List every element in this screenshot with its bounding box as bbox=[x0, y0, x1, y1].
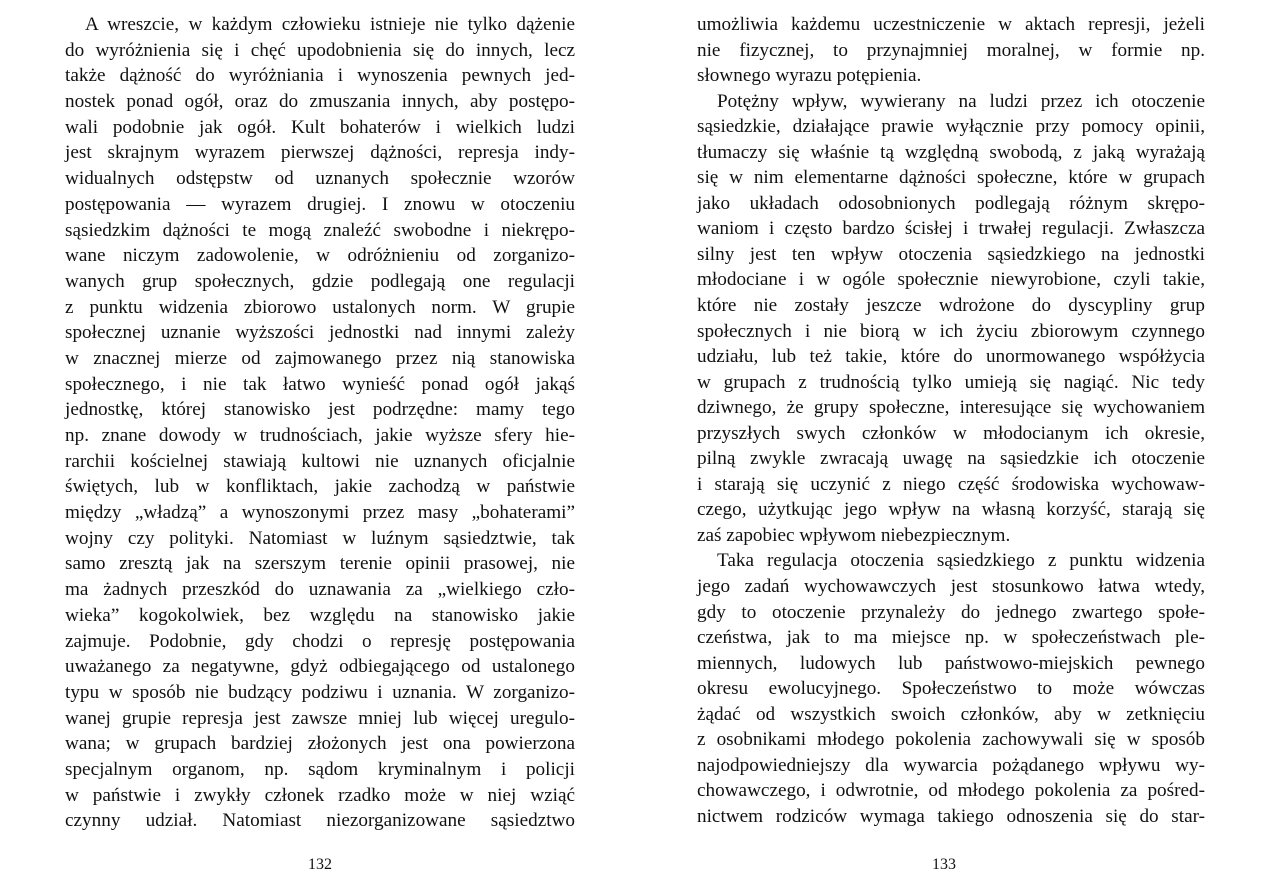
text-line: rarchii kościelnej stawiają kultowi nie uznanych oficjalnie bbox=[65, 450, 575, 472]
text-line: do wyróżnienia się i chęć upodobnienia się do innych, lecz bbox=[65, 39, 575, 61]
text-line: które nie zostały jeszcze wdrożone do dyscypliny grup bbox=[697, 295, 1205, 317]
text-line: czynny udział. Natomiast niezorganizowane sąsiedztwo bbox=[65, 810, 575, 832]
text-line: pilną zwykle zwracają uwagę na sąsiedzkie ich otoczenie bbox=[697, 448, 1205, 470]
text-line: i starają się uczynić z niego część środowiska wychowaw- bbox=[697, 473, 1205, 495]
text-line: np. znane dowody w trudnościach, jakie wyższe sfery hie- bbox=[65, 425, 575, 446]
text-line: społecznego, i nie tak łatwo wynieść ponad ogół jakąś bbox=[65, 373, 575, 395]
page-number-left: 132 bbox=[308, 856, 332, 873]
text-line: zaś zapobiec wpływom niebezpiecznym. bbox=[697, 524, 1011, 546]
text-line: żądać od wszystkich swoich członków, aby w zetknięciu bbox=[697, 703, 1205, 725]
text-line: jego zadań wychowawczych jest stosunkowo łatwa wtedy, bbox=[697, 576, 1205, 598]
text-line: w znacznej mierze od zajmowanego przez nią stanowiska bbox=[65, 347, 575, 369]
page-number-right: 133 bbox=[932, 856, 956, 873]
text-line: przyszłych swych członków w młodocianym ich okresie, bbox=[697, 422, 1205, 444]
text-line: Potężny wpływ, wywierany na ludzi przez ich otoczenie bbox=[717, 90, 1205, 112]
text-line: społecznych i nie biorą w ich życiu zbiorowym czynnego bbox=[697, 320, 1205, 342]
text-line: okresu ewolucyjnego. Społeczeństwo to może wówczas bbox=[697, 678, 1205, 700]
text-line: nictwem rodziców wymaga takiego odnoszenia się do star- bbox=[697, 805, 1205, 827]
text-line: wieka” kogokolwiek, bez względu na stanowisko jakie bbox=[65, 604, 575, 626]
text-line: A wreszcie, w każdym człowieku istnieje nie tylko dążenie bbox=[85, 14, 575, 35]
text-line: zajmuje. Podobnie, gdy chodzi o represję postępowania bbox=[65, 630, 575, 652]
text-line: jednostkę, której stanowisko jest podrzędne: mamy tego bbox=[65, 399, 575, 421]
text-line: silny jest ten wpływ otoczenia sąsiedzkiego na jednostki bbox=[697, 243, 1205, 265]
left-page-text bbox=[65, 12, 575, 834]
right-page-text bbox=[697, 12, 1205, 830]
text-line: uważanego za negatywne, gdyż odbiegającego od ustalonego bbox=[65, 656, 575, 678]
text-line: wanej grupie represja jest zawsze mniej lub więcej uregulo- bbox=[65, 707, 575, 729]
text-line: wali podobnie jak ogół. Kult bohaterów i wielkich ludzi bbox=[65, 116, 575, 138]
text-line: waniom i często bardzo ścisłej i trwałej regulacji. Zwłaszcza bbox=[697, 218, 1205, 240]
text-line: w państwie i zwykły członek rzadko może w niej wziąć bbox=[65, 784, 575, 806]
text-line: także dążność do wyróżniania i wynoszenia pewnych jed- bbox=[65, 65, 575, 87]
text-line: chowawczego, i odwrotnie, od młodego pokolenia za pośred- bbox=[697, 780, 1205, 802]
text-line: Taka regulacja otoczenia sąsiedzkiego z punktu widzenia bbox=[717, 550, 1205, 572]
text-line: specjalnym organom, np. sądom kryminalnym i policji bbox=[65, 758, 575, 780]
text-line: społecznej uznanie wyższości jednostki nad innymi zależy bbox=[65, 322, 575, 344]
text-line: wanych grup społecznych, gdzie podlegają one regulacji bbox=[65, 270, 575, 292]
text-line: postępowania — wyrazem drugiej. I znowu w otoczeniu bbox=[65, 193, 575, 215]
text-line: słownego wyrazu potępienia. bbox=[697, 65, 922, 87]
text-line: nie fizycznej, to przynajmniej moralnej, w formie np. bbox=[697, 39, 1205, 61]
text-line: samo zresztą jak na szerszym terenie opinii prasowej, nie bbox=[65, 553, 575, 575]
text-line: wane niczym zadowolenie, w odróżnieniu od zorganizo- bbox=[65, 245, 575, 267]
text-line: miennych, ludowych lub państwowo-miejskich pewnego bbox=[697, 652, 1205, 674]
text-line: jako układach odosobnionych podlegają różnym skrępo- bbox=[697, 192, 1205, 214]
text-line: świętych, lub w konfliktach, jakie zachodzą w państwie bbox=[65, 476, 575, 498]
text-line: wojny czy polityki. Natomiast w luźnym sąsiedztwie, tak bbox=[65, 527, 575, 549]
text-line: z punktu widzenia zbiorowo ustalonych norm. W grupie bbox=[65, 296, 575, 318]
text-line: sąsiedzkim dążności te mogą znaleźć swobodne i niekrępo- bbox=[65, 219, 575, 241]
text-line: tłumaczy się właśnie tą względną swobodą, z jaką wyrażają bbox=[697, 141, 1205, 163]
text-line: z osobnikami młodego pokolenia zachowywali się w sposób bbox=[697, 729, 1205, 751]
text-line: najodpowiedniejszy dla wywarcia pożądanego wpływu wy- bbox=[697, 754, 1205, 776]
text-line: czeństwa, jak to ma miejsce np. w społeczeństwach ple- bbox=[697, 627, 1205, 649]
text-line: jest skrajnym wyrazem pierwszej dążności, represja indy- bbox=[65, 142, 575, 164]
text-line: się w nim elementarne dążności społeczne, które w grupach bbox=[697, 167, 1205, 189]
text-line: nostek ponad ogół, oraz do zmuszania innych, aby postępo- bbox=[65, 91, 575, 113]
text-line: gdy to otoczenie przynależy do jednego zwartego społe- bbox=[697, 601, 1205, 623]
text-line: młodociane i w ogóle społecznie niewyrobione, czyli takie, bbox=[697, 269, 1205, 291]
text-line: typu w sposób nie budzący podziwu i uznania. W zorganizo- bbox=[65, 681, 575, 703]
text-line: widualnych odstępstw od uznanych społecznie wzorów bbox=[65, 168, 575, 190]
text-line: między „władzą” a wynoszonymi przez masy „bohaterami” bbox=[65, 502, 575, 524]
text-line: ma żadnych przeszkód do uznawania za „wielkiego czło- bbox=[65, 579, 575, 601]
text-line: udziału, lub też takie, które do unormowanego współżycia bbox=[697, 346, 1205, 368]
text-line: umożliwia każdemu uczestniczenie w aktach represji, jeżeli bbox=[697, 14, 1205, 35]
text-line: czego, użytkując jego wpływ na własną korzyść, starają się bbox=[697, 499, 1205, 521]
text-line: w grupach z trudnością tylko umieją się nagiąć. Nic tedy bbox=[697, 371, 1205, 393]
text-line: dziwnego, że grupy społeczne, interesujące się wychowaniem bbox=[697, 397, 1205, 419]
text-line: wana; w grupach bardziej złożonych jest ona powierzona bbox=[65, 733, 575, 755]
text-line: sąsiedzkie, działające prawie wyłącznie przy pomocy opinii, bbox=[697, 116, 1205, 138]
